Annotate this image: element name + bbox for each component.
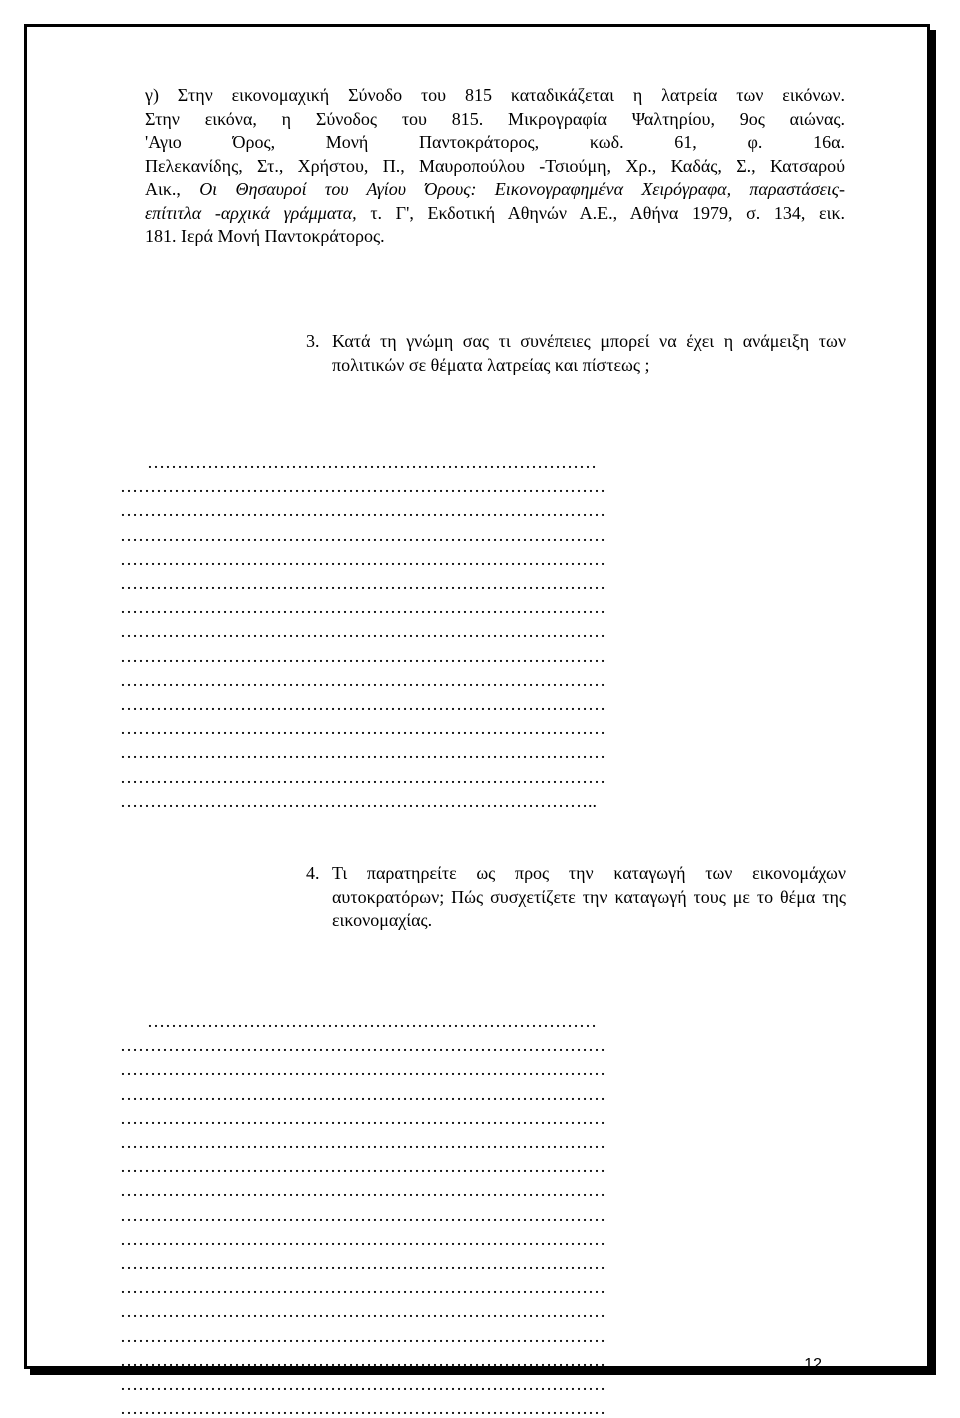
answer-dotted-line[interactable]: ……………………………………………………………………… bbox=[120, 1107, 606, 1128]
caption-line: 'Αγιο Όρος, Μονή Παντοκράτορος, κωδ. 61, φ. 16α. bbox=[145, 132, 845, 152]
answer-dotted-line[interactable]: ……………………………………………………………………… bbox=[120, 524, 606, 545]
answer-dotted-line[interactable]: ……………………………………………………………………… bbox=[120, 1228, 606, 1249]
question-number: 3. bbox=[306, 331, 320, 351]
answer-dotted-line[interactable]: ……………………………………………………………………… bbox=[120, 500, 606, 521]
question-3 bbox=[306, 330, 846, 377]
answer-dotted-line[interactable]: ……………………………………………………………………… bbox=[120, 1398, 606, 1418]
caption-line-citation bbox=[145, 178, 845, 202]
answer-dotted-line[interactable]: ……………………………………………………………………… bbox=[120, 1253, 606, 1273]
caption-publication: τ. Γ', Εκδοτική Αθηνών Α.Ε., Αθήνα 1979, σ. 134, εικ. bbox=[356, 202, 846, 223]
caption-line: 181. Ιερά Μονή Παντοκράτορος. bbox=[145, 226, 385, 246]
answer-dotted-line[interactable]: ……………………………………………………………………… bbox=[120, 1180, 606, 1201]
caption-line: Πελεκανίδης, Στ., Χρήστου, Π., Μαυροπούλου -Τσιούμη, Χρ., Καδάς, Σ., Κατσαρού bbox=[145, 155, 845, 176]
answer-dotted-line[interactable]: ……………………………………………………………………… bbox=[120, 621, 606, 642]
page-number: 12 bbox=[804, 1356, 822, 1373]
answer-dotted-line[interactable]: …………………………………………………………………….. bbox=[120, 790, 597, 811]
answer-dotted-line[interactable]: ……………………………………………………………………… bbox=[120, 573, 606, 593]
answer-dotted-line[interactable]: ……………………………………………………………………… bbox=[120, 742, 606, 763]
caption-book-title: Οι Θησαυροί του Αγίου Όρους: Εικονογραφημένα Χειρόγραφα, παραστάσεις- bbox=[199, 179, 845, 199]
answer-dotted-line[interactable]: ……………………………………………………………………… bbox=[120, 645, 606, 666]
answer-dotted-line[interactable]: ……………………………………………………………………… bbox=[120, 1301, 606, 1322]
caption-author: Αικ., bbox=[145, 179, 200, 199]
answer-dotted-line[interactable]: ……………………………………………………………………… bbox=[120, 1059, 606, 1080]
answer-dotted-line[interactable]: ……………………………………………………………………… bbox=[120, 1325, 606, 1346]
answer-dotted-line[interactable]: ……………………………………………………………………… bbox=[120, 1349, 606, 1370]
question-text: Κατά τη γνώμη σας τι συνέπειες μπορεί να έχει η ανάμειξη των πολιτικών σε θέματα λατρείας και πίστεως ; bbox=[332, 331, 846, 375]
answer-dotted-line[interactable]: ……………………………………………………………………… bbox=[120, 766, 606, 787]
caption-line: γ) Στην εικονομαχική Σύνοδο του 815 καταδικάζεται η λατρεία των εικόνων. bbox=[145, 85, 845, 105]
answer-dotted-line[interactable]: ……………………………………………………………………… bbox=[120, 669, 606, 690]
answer-dotted-line[interactable]: ……………………………………………………………………… bbox=[120, 476, 606, 497]
caption-line: Στην εικόνα, η Σύνοδος του 815. Μικρογραφία Ψαλτηρίου, 9ος αιώνας. bbox=[145, 108, 845, 129]
caption-book-subtitle: επίτιτλα -αρχικά γράμματα, bbox=[145, 202, 357, 223]
image-caption bbox=[145, 84, 845, 249]
caption-line-citation bbox=[145, 202, 845, 226]
answer-dotted-line[interactable]: ……………………………………………………………………… bbox=[120, 1083, 606, 1104]
answer-dotted-line[interactable]: ……………………………………………………………………… bbox=[120, 1156, 606, 1177]
answer-dotted-line[interactable]: ………………………………………………………………… bbox=[147, 452, 597, 472]
answer-dotted-line[interactable]: ……………………………………………………………………… bbox=[120, 597, 606, 618]
question-text: Τι παρατηρείτε ως προς την καταγωγή των εικονομάχων αυτοκρατόρων; Πώς συσχετίζετε την καταγωγή τους με το θέμα της εικονομαχίας. bbox=[332, 863, 846, 930]
answer-dotted-line[interactable]: ……………………………………………………………………… bbox=[120, 1277, 606, 1298]
answer-dotted-line[interactable]: ……………………………………………………………………… bbox=[120, 1035, 606, 1056]
answer-dotted-line[interactable]: ……………………………………………………………………… bbox=[120, 694, 606, 714]
answer-dotted-line[interactable]: ……………………………………………………………………… bbox=[120, 1204, 606, 1225]
answer-dotted-line[interactable]: ………………………………………………………………… bbox=[147, 1011, 597, 1031]
answer-dotted-line[interactable]: ……………………………………………………………………… bbox=[120, 1132, 606, 1152]
answer-dotted-line[interactable]: ……………………………………………………………………… bbox=[120, 718, 606, 739]
question-number: 4. bbox=[306, 863, 320, 883]
answer-dotted-line[interactable]: ……………………………………………………………………… bbox=[120, 548, 606, 569]
question-4 bbox=[306, 862, 846, 933]
answer-dotted-line[interactable]: ……………………………………………………………………… bbox=[120, 1374, 606, 1394]
